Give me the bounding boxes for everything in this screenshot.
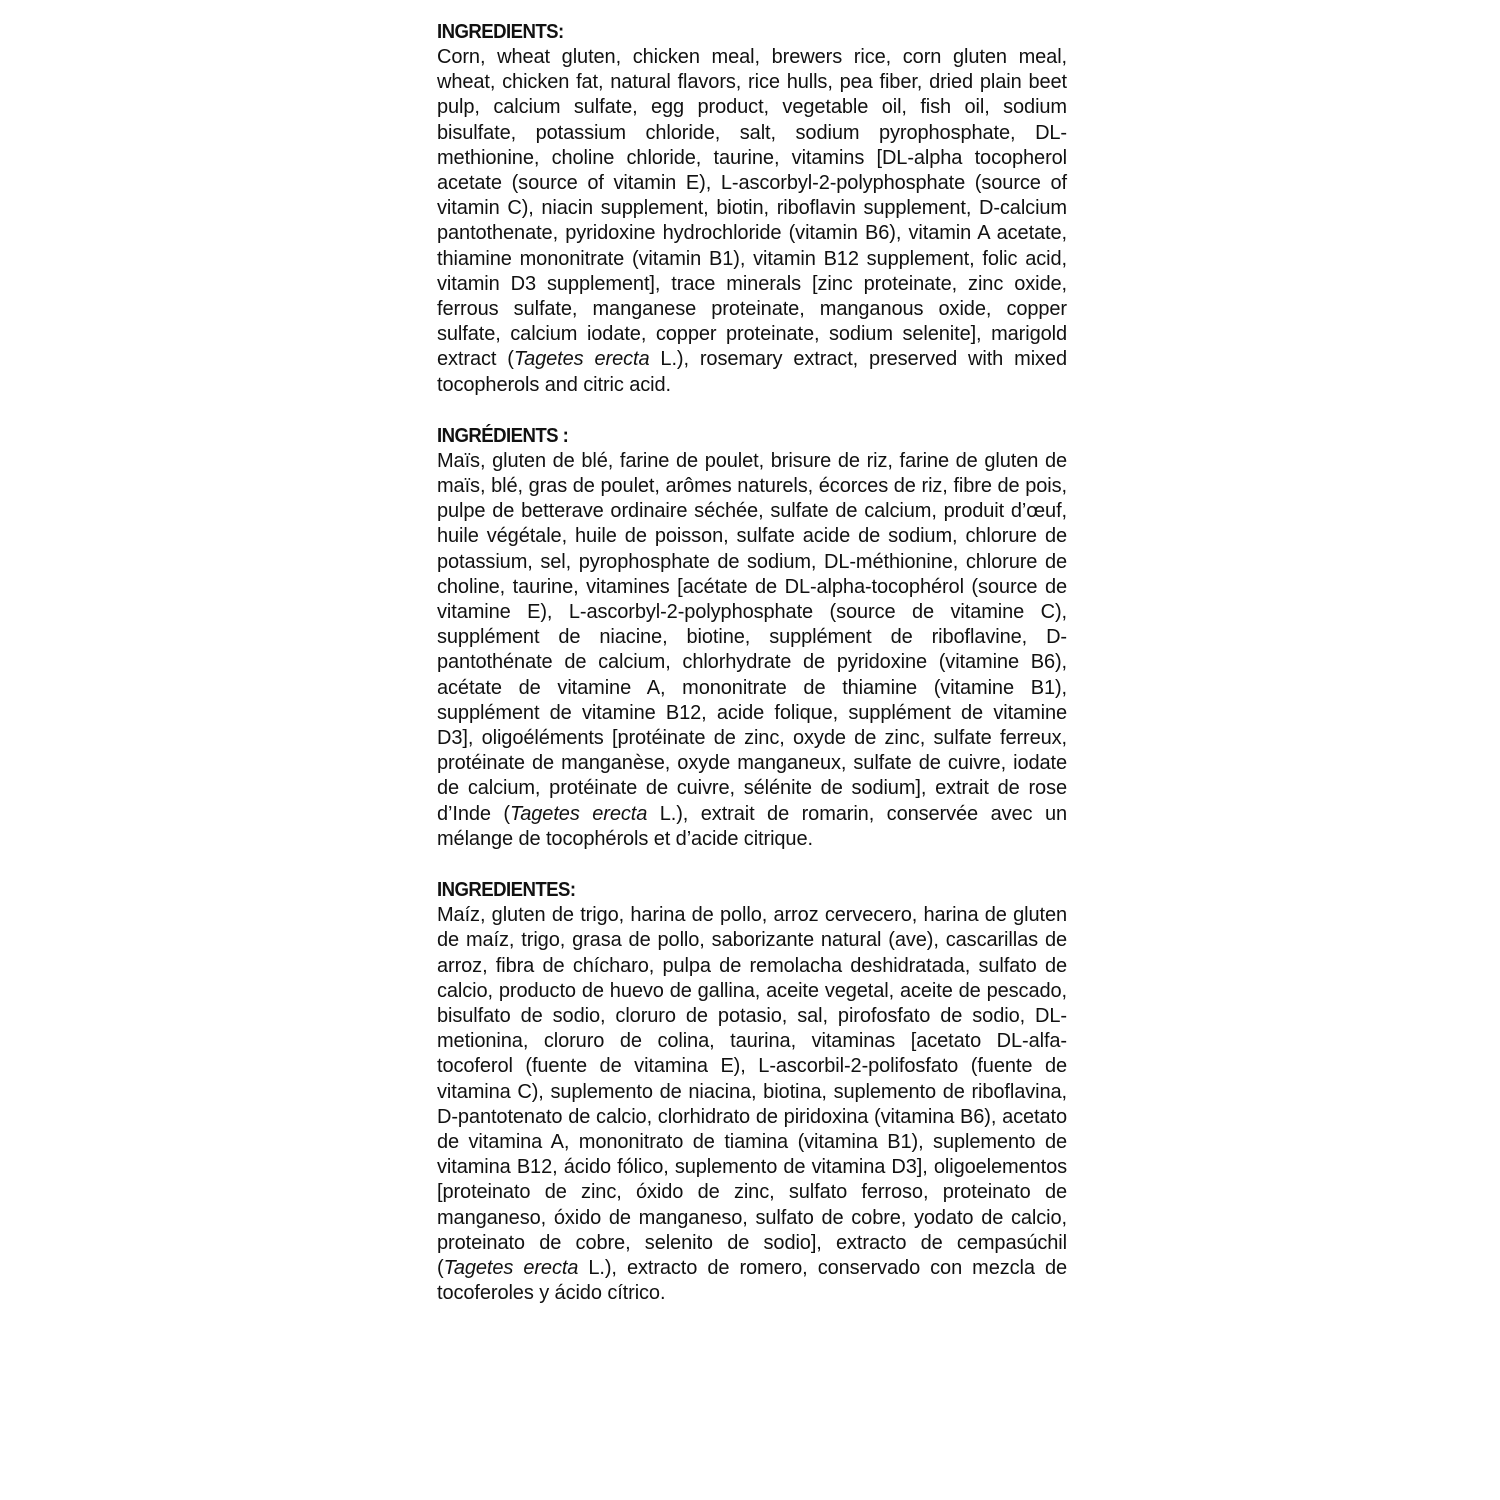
ingredients-panel	[437, 20, 1067, 1332]
ingredient-list-english	[437, 45, 1067, 398]
section-heading-spanish: INGREDIENTES:	[437, 879, 576, 902]
ingredient-italic-text: Tagetes erecta	[509, 802, 648, 825]
section-heading-french: INGRÉDIENTS :	[437, 424, 569, 447]
ingredient-italic-text: Tagetes erecta	[443, 1256, 579, 1279]
ingredient-text-part: L.), extracto de romero, conservado con mezcla de tocoferoles y ácido cítrico.	[437, 1256, 1067, 1305]
section-heading-english: INGREDIENTS:	[437, 21, 564, 43]
ingredients-english-section	[437, 20, 1067, 398]
ingredient-text-part: L.), rosemary extract, preserved with mixed tocopherols and citric acid.	[437, 348, 1067, 396]
ingredient-text-part: Corn, wheat gluten, chicken meal, brewers rice, corn gluten meal, wheat, chicken fat, natural flavors, rice hulls, pea fiber, dried plain beet pulp, calcium sulfate, egg product, vegetable oil, fish oil, sodium bisulfate, potassium chloride, salt, sodium pyrophosphate, DL-methionine, choline chloride, taurine, vitamins [DL-alpha tocopherol acetate (source of vitamin E), L-ascorbyl-2-polyphosphate (source of vitamin C), niacin supplement, biotin, riboflavin supplement, D-calcium pantothenate, pyridoxine hydrochloride (vitamin B6), vitamin A acetate, thiamine mononitrate (vitamin B1), vitamin B12 supplement, folic acid, vitamin D3 supplement], trace minerals [zinc proteinate, zinc oxide, ferrous sulfate, manganese proteinate, manganous oxide, copper sulfate, calcium iodate, copper proteinate, sodium selenite], marigold extract (	[437, 46, 1067, 371]
ingredients-french-section	[437, 424, 1067, 852]
ingredient-list-french	[437, 449, 1067, 852]
ingredients-spanish-section	[437, 878, 1067, 1306]
ingredient-text-part: Maíz, gluten de trigo, harina de pollo, arroz cervecero, harina de gluten de maíz, trigo, grasa de pollo, saborizante natural (ave), cascarillas de arroz, fibra de chícharo, pulpa de remolacha deshidratada, sulfato de calcio, producto de huevo de gallina, aceite vegetal, aceite de pescado, bisulfato de sodio, cloruro de potasio, sal, pirofosfato de sodio, DL-metionina, cloruro de colina, taurina, vitaminas [acetato DL-alfa-tocoferol (fuente de vitamina E), L-ascorbil-2-polifosfato (fuente de vitamina C), suplemento de niacina, biotina, suplemento de riboflavina, D-pantotenato de calcio, clorhidrato de piridoxina (vitamina B6), acetato de vitamina A, mononitrato de tiamina (vitamina B1), suplemento de vitamina B12, ácido fólico, suplemento de vitamina D3], oligoelementos [proteinato de zinc, óxido de zinc, sulfato ferroso, proteinato de manganeso, óxido de manganeso, sulfato de cobre, yodato de calcio, proteinato de cobre, selenito de sodio], extracto de cempasúchil (	[437, 904, 1067, 1279]
ingredient-italic-text: Tagetes erecta	[513, 348, 650, 371]
ingredient-text-part: L.), extrait de romarin, conservée avec un mélange de tocophérols et d’acide citrique.	[437, 802, 1067, 850]
ingredient-list-spanish	[437, 903, 1067, 1306]
ingredient-text-part: Maïs, gluten de blé, farine de poulet, brisure de riz, farine de gluten de maïs, blé, gras de poulet, arômes naturels, écorces de riz, fibre de pois, pulpe de betterave ordinaire séchée, sulfate de calcium, produit d’œuf, huile végétale, huile de poisson, sulfate acide de sodium, chlorure de potassium, sel, pyrophosphate de sodium, DL-méthionine, chlorure de choline, taurine, vitamines [acétate de DL-alpha-tocophérol (source de vitamine E), L-ascorbyl-2-polyphosphate (source de vitamine C), supplément de niacine, biotine, supplément de riboflavine, D-pantothénate de calcium, chlorhydrate de pyridoxine (vitamine B6), acétate de vitamine A, mononitrate de thiamine (vitamine B1), supplément de vitamine B12, acide folique, supplément de vitamine D3], oligoéléments [protéinate de zinc, oxyde de zinc, sulfate ferreux, protéinate de manganèse, oxyde manganeux, sulfate de cuivre, iodate de calcium, protéinate de cuivre, sélénite de sodium], extrait de rose d’Inde (	[437, 449, 1067, 825]
